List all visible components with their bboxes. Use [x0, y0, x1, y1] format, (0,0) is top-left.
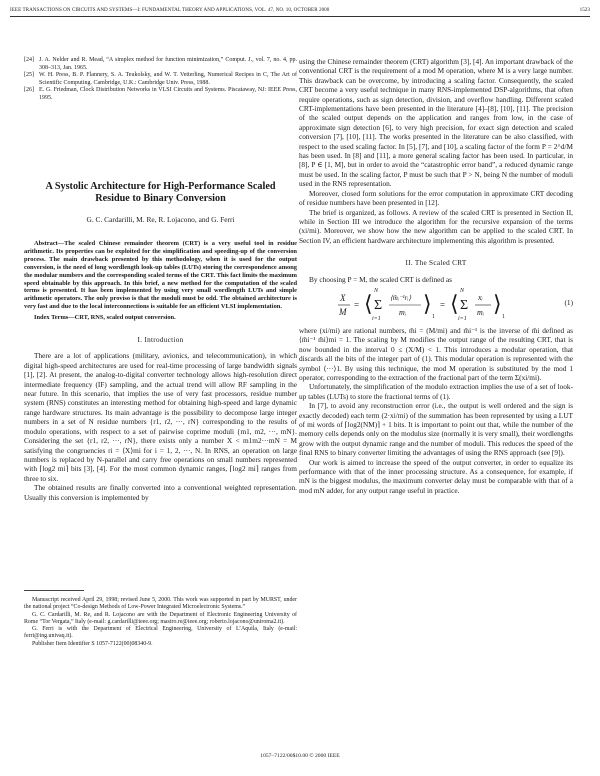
index-terms: Index Terms—CRT, RNS, scaled output conversion. — [34, 314, 176, 322]
svg-text:Σ: Σ — [374, 297, 383, 313]
footnote: Publisher Item Identifier S 1057-7122(00)08340-9. — [32, 640, 153, 647]
svg-text:Σ: Σ — [460, 297, 469, 313]
reference-item: [24] J. A. Nelder and R. Mead, “A simplex method for function minimization,” Comput. J., vol. 7, no. 4, pp. 308–313, Jan. 1965. — [24, 57, 297, 71]
paragraph: Unfortunately, the simplification of the modulo extraction implies the use of a set of look-up tables (LUTs) to store the fractional terms of (1). — [299, 382, 573, 401]
svg-text:=: = — [354, 299, 360, 310]
journal-header: IEEE TRANSACTIONS ON CIRCUITS AND SYSTEMS—I: FUNDAMENTAL THEORY AND APPLICATIONS, VOL. 47, NO. 10, OCTOBER 2000 — [10, 7, 330, 13]
svg-text:i=1: i=1 — [458, 315, 467, 322]
section-heading: II. The Scaled CRT — [405, 259, 467, 268]
svg-text:X: X — [340, 292, 346, 303]
equation-number: (1) — [564, 297, 573, 307]
svg-text:i=1: i=1 — [372, 315, 381, 322]
paragraph: where (xi/mi) are rational numbers, m̂i = (M/mi) and m̂i⁻¹ is the inverse of m̂i defined as ⟨m̂i⁻¹ m̂i⟩mi = 1. The scaling by M modifies the output range of the resulting CRT, that is now bounded in the interval 0 ≤ (X/M) < 1. This introduces a modular operation, that discards all the bits of the integer part of (1). This modular operation is represented with the symbol ⟨···⟩1. By using this technique, the mod M operation is substituted by the mod 1 operator, corresponding to the extraction of the fractional part of the term Σ(xi/mi). — [299, 325, 573, 382]
paragraph: By choosing P = M, the scaled CRT is defined as — [309, 274, 452, 284]
svg-text:⟩: ⟩ — [423, 290, 432, 316]
footnote: Manuscript received April 29, 1998; revised June 5, 2000. This work was supported in part by MURST, under the national project “Co-design Methods of Low-Power Integrated Microelectronic Systems.” — [24, 597, 297, 611]
paper-title: A Systolic Architecture for High-Performance Scaled Residue to Binary Conversion — [45, 180, 276, 204]
svg-text:1: 1 — [432, 313, 435, 320]
footnote-rule — [24, 590, 84, 591]
reference-list — [24, 57, 297, 103]
paragraph: In [7], to avoid any reconstruction error (i.e., the output is well ordered and the sign is exactly decoded) each term (2·xi/mi) of the summation has been represented by using a LUT of mi words of ⌈log2(NM)⌉ + 1 bits. It is important to point out that, while the number of the memory cells depends only on the modulus size (normally it is very small), their wordlengths grow with the output dynamic range and the number of moduli. This reduces the speed of the final RNS to binary converter limiting the advantages of using the RNS approach (see [9]). — [299, 401, 573, 458]
paragraph: Our work is aimed to increase the speed of the output converter, in order to equalize its performance with that of the inner processing structure. As a consequence, for example, if mN is the biggest modulus, the maximum converter delay must be comparable with that of a mod mN adder, for any output range useful in practice. — [299, 457, 573, 495]
footnotes — [24, 590, 297, 648]
equation — [299, 284, 573, 326]
svg-text:=: = — [440, 299, 446, 310]
paper-authors: G. C. Cardarilli, M. Re, R. Lojacono, and G. Ferri — [86, 214, 235, 224]
footnote: G. Ferri is with the Department of Electrical Engineering, University of L’Aquila, Italy (e-mail: ferri@ing.univaq.it). — [24, 626, 297, 640]
paragraph: There are a lot of applications (military, avionics, and telecommunication), in which digital high-speed architectures are used for real-time processing of large bandwidth signals [1], [2]. At present, the analog-to-digital converter technology allows high-resolution direct intermediate frequency (IF) sampling, and the actual trend will allow RF sampling in the near future. In this scenario, that implies the use of very fast processors, residue number system (RNS) constitutes an interesting method for obtaining high-speed and large dynamic range hardware structures. Its main advantage is the possibility to decompose large integer numbers in a set of N residue numbers {r1, r2, ···, rN} corresponding to the results of modulo operations, with respect to a set of pairwise coprime moduli {m1, m2, ···, mN}. Considering the set {r1, r2, ···, rN}, there exists only a number X < m1m2···mN = M satisfying the congruencies ri = ⟨X⟩mi for i = 1, 2, ···, N. In RNS, an operation on large numbers is replaced by N-parallel and carry free operations on small numbers represented with ⌈log2 mi⌉ bits [3], [4]. For the most common dynamic ranges, ⌈log2 mi⌉ ranges from three to six. — [24, 351, 297, 483]
header-rule — [10, 16, 590, 17]
reference-item: [25] W. H. Press, B. P. Flannery, S. A. Teukolsky, and W. T. Vetterling, Numerical Recipes in C, The Art of Scientific Computing. Cambridge, U.K.: Cambridge Univ. Press, 1988. — [24, 72, 297, 86]
paragraph: using the Chinese remainder theorem (CRT) algorithm [3], [4]. An important drawback of the conventional CRT is the requirement of a mod M operation, where M is a very large number. This drawback can be overcome, by introducing a scaling factor. Consequently, the scaled CRT become a very useful technique in many RNS-implemented DSP-algorithms, that often require operations, such as sign detection, division, and overflow handling. Different scaled CRT-implementations have been presented in the literature [4]–[8], [10], [11]. The precision of the scaled output depends on the application and ranges from low, in the case of approximate sign detection [6], to very high precision, for exact sign detection and scaled conversion [7], [10], [11]. The works presented in the literature can be also classified, with respect to the used scaling factor. In [5], [7], and [10], a scaling factor of the form P = 2^d/M has been used. In [8] and [11], a more general scaling factor has been used. In particular, in [8], P ∈ [1, M], but in order to avoid the “catastrophic error band”, a reduced dynamic range must be used. In the scaling factor, P must be such that P > N, being N the number of moduli used in the RNS representation. — [299, 57, 573, 189]
paragraph: Moreover, closed form solutions for the error computation in approximate CRT decoding of residue numbers have been presented in [12]. — [299, 188, 573, 208]
svg-text:N: N — [460, 287, 465, 294]
copyright-footer: 1057–7122/00$10.00 © 2000 IEEE — [260, 753, 340, 759]
svg-text:⟩: ⟩ — [493, 290, 502, 316]
svg-text:xᵢ: xᵢ — [478, 292, 483, 302]
svg-text:mᵢ: mᵢ — [399, 307, 407, 317]
reference-item: [26] E. G. Friedman, Clock Distribution Networks in VLSI Circuits and Systems. Piscataway, NJ: IEEE Press, 1995. — [24, 87, 297, 101]
right-column — [299, 57, 573, 495]
svg-text:⟨m̂ᵢ⁻¹rᵢ⟩: ⟨m̂ᵢ⁻¹rᵢ⟩ — [390, 293, 412, 302]
svg-text:⟨: ⟨ — [450, 290, 459, 316]
svg-text:M: M — [339, 306, 347, 317]
footnote: G. C. Cardarilli, M. Re, and R. Lojacono are with the Department of Electronic Engineering University of Rome “Tor Vergata,” Italy (e-mail: g.cardarilli@ieee.org; mastro.re@ieee.org; roberto.lojacono@uniroma2.it). — [24, 611, 297, 625]
svg-text:1: 1 — [502, 313, 505, 320]
paragraph: The brief is organized, as follows. A review of the scaled CRT is presented in Section II, while in Section III we introduce the algorithm for the recursive expansion of the terms (xi/mi). Moreover, we show how the new algorithm can be applied to the scaled CRT. In Section IV, an efficient hardware architecture implementing this algorithm is presented. — [299, 207, 573, 245]
page-number: 1523 — [579, 7, 590, 13]
svg-text:⟨: ⟨ — [364, 290, 373, 316]
abstract: Abstract—The scaled Chinese remainder theorem (CRT) is a very useful tool in residue arithmetic. Its properties can be exploited for the simplification and speeding-up of the conversion process. The main drawback presented by this methodology, when it is used for the output conversion, is the need of long wordlength look-up tables (LUTs) storing the correspondence among the modular numbers and the corresponding scaled terms of the CRT. This fact limits the maximum speed obtainable by this approach. In this brief, a new method for the computation of the scaled terms is presented. It has been implemented by using very small wordlength LUTs and simple arithmetic operators. The only proviso is that the moduli must be odd. The obtained architecture is very fast and due to the local interconnections is suitable for an efficient VLSI implementation. — [24, 239, 297, 311]
crt-formula — [336, 284, 536, 326]
left-column — [24, 57, 297, 502]
svg-text:mᵢ: mᵢ — [477, 307, 485, 317]
svg-text:N: N — [374, 287, 379, 294]
section-heading: I. Introduction — [137, 336, 184, 345]
paragraph: The obtained results are finally converted into a conventional weighted representation. Usually this conversion is implemented by — [24, 483, 297, 502]
